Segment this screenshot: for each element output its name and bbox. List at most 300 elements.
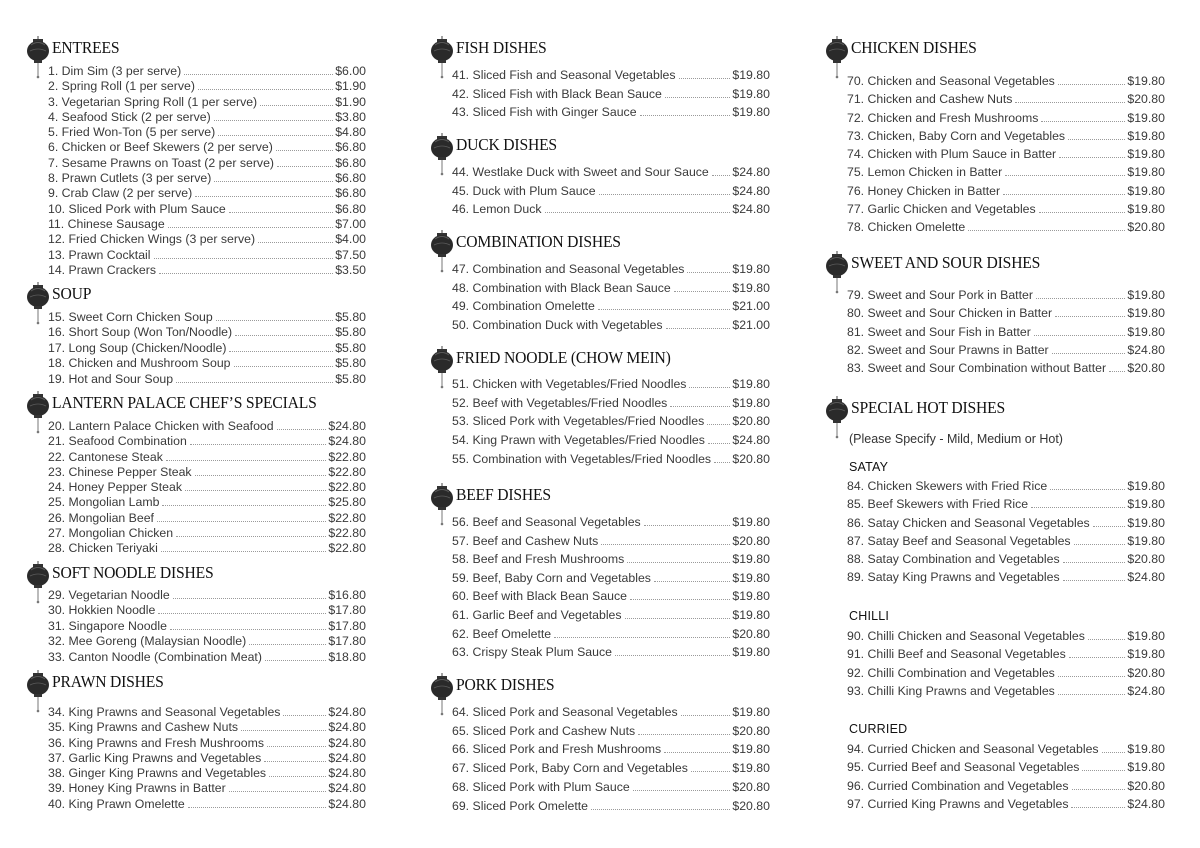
dot-leader xyxy=(234,366,334,367)
dot-leader xyxy=(185,490,326,491)
menu-item-name: 61. Garlic Beef and Vegetables xyxy=(452,607,622,622)
menu-item-price: $20.80 xyxy=(732,414,770,429)
section-title: DUCK DISHES xyxy=(456,135,557,154)
dot-leader xyxy=(708,443,730,444)
menu-item-name: 67. Sliced Pork, Baby Corn and Vegetables xyxy=(452,761,688,776)
item-list xyxy=(48,705,366,812)
menu-item xyxy=(48,465,366,480)
menu-item xyxy=(452,643,770,662)
menu-item-name: 82. Sweet and Sour Prawns in Batter xyxy=(847,342,1049,357)
dot-leader xyxy=(1058,676,1126,677)
section-title: PORK DISHES xyxy=(456,675,555,694)
dot-leader xyxy=(1102,752,1126,753)
menu-item xyxy=(48,650,366,665)
menu-item-name: 65. Sliced Pork and Cashew Nuts xyxy=(452,723,636,738)
dot-leader xyxy=(269,776,326,777)
menu-item xyxy=(48,705,366,720)
menu-item xyxy=(847,200,1165,218)
menu-item-price: $19.80 xyxy=(732,552,770,567)
menu-item xyxy=(48,202,366,217)
dot-leader xyxy=(195,475,327,476)
menu-item-name: 1. Dim Sim (3 per serve) xyxy=(48,64,182,78)
dot-leader xyxy=(264,761,326,762)
menu-item-price: $24.80 xyxy=(328,419,366,433)
menu-item-price: $20.80 xyxy=(1127,361,1165,376)
dot-leader xyxy=(1036,298,1125,299)
menu-item-name: 77. Garlic Chicken and Vegetables xyxy=(847,202,1036,217)
menu-item-name: 55. Combination with Vegetables/Fried Noodles xyxy=(452,451,712,466)
menu-item-price: $19.80 xyxy=(732,589,770,604)
dot-leader xyxy=(1052,353,1126,354)
dot-leader xyxy=(654,581,730,582)
menu-item-name: 46. Lemon Duck xyxy=(452,202,542,217)
menu-item-name: 50. Combination Duck with Vegetables xyxy=(452,317,663,332)
menu-item xyxy=(847,495,1165,513)
lantern-icon xyxy=(26,391,50,435)
dot-leader xyxy=(1058,84,1126,85)
menu-item-price: $24.80 xyxy=(1127,342,1165,357)
spice-level-note: (Please Specify - Mild, Medium or Hot) xyxy=(849,432,1063,446)
lantern-icon xyxy=(430,36,454,80)
dot-leader xyxy=(1005,175,1125,176)
dot-leader xyxy=(640,115,731,116)
lantern-icon xyxy=(430,230,454,274)
menu-item-price: $24.80 xyxy=(732,202,770,217)
menu-item xyxy=(48,341,366,356)
dot-leader xyxy=(265,660,326,661)
dot-leader xyxy=(1058,694,1126,695)
menu-item xyxy=(452,740,770,759)
menu-item xyxy=(452,778,770,797)
menu-item xyxy=(847,777,1165,795)
menu-item-price: $16.80 xyxy=(328,588,366,602)
lantern-icon xyxy=(26,36,50,80)
menu-item-name: 80. Sweet and Sour Chicken in Batter xyxy=(847,306,1053,321)
dot-leader xyxy=(162,505,326,506)
menu-item-price: $20.80 xyxy=(1127,92,1165,107)
menu-item xyxy=(847,72,1165,90)
menu-item-name: 31. Singapore Noodle xyxy=(48,618,167,633)
dot-leader xyxy=(691,771,731,772)
menu-item xyxy=(452,394,770,413)
dot-leader xyxy=(229,791,327,792)
menu-item xyxy=(48,325,366,340)
lantern-icon xyxy=(825,396,849,440)
menu-item-name: 78. Chicken Omelette xyxy=(847,220,966,235)
menu-item-price: $19.80 xyxy=(732,761,770,776)
dot-leader xyxy=(1071,807,1125,808)
menu-item xyxy=(847,795,1165,813)
item-list xyxy=(452,513,770,662)
menu-item xyxy=(452,722,770,741)
menu-item-price: $19.80 xyxy=(1127,629,1165,643)
menu-item-name: 8. Prawn Cutlets (3 per serve) xyxy=(48,171,212,186)
dot-leader xyxy=(166,460,327,461)
menu-item-name: 72. Chicken and Fresh Mushrooms xyxy=(847,110,1039,125)
dot-leader xyxy=(1041,121,1125,122)
menu-item-price: $22.80 xyxy=(328,480,366,495)
menu-item-name: 93. Chilli King Prawns and Vegetables xyxy=(847,683,1055,698)
item-list xyxy=(48,588,366,665)
menu-item-price: $19.80 xyxy=(1127,202,1165,217)
menu-item-name: 53. Sliced Pork with Vegetables/Fried Noodles xyxy=(452,414,705,429)
section-title: ENTREES xyxy=(52,38,120,57)
lantern-icon xyxy=(430,483,454,527)
item-list xyxy=(847,286,1165,377)
dot-leader xyxy=(258,242,333,243)
dot-leader xyxy=(184,74,333,75)
dot-leader xyxy=(1015,102,1125,103)
dot-leader xyxy=(1072,789,1126,790)
menu-item-name: 87. Satay Beef and Seasonal Vegetables xyxy=(847,533,1071,548)
menu-item-name: 16. Short Soup (Won Ton/Noodle) xyxy=(48,325,233,340)
menu-item xyxy=(847,758,1165,776)
menu-item-price: $7.00 xyxy=(335,216,366,231)
menu-item-name: 24. Honey Pepper Steak xyxy=(48,480,182,495)
dot-leader xyxy=(968,230,1125,231)
menu-item xyxy=(48,619,366,634)
menu-item-price: $21.00 xyxy=(732,299,770,314)
dot-leader xyxy=(229,212,334,213)
menu-item-name: 37. Garlic King Prawns and Vegetables xyxy=(48,750,262,765)
menu-item xyxy=(847,514,1165,532)
menu-item-name: 89. Satay King Prawns and Vegetables xyxy=(847,570,1060,585)
dot-leader xyxy=(630,599,730,600)
menu-item-price: $19.80 xyxy=(732,570,770,585)
dot-leader xyxy=(1069,657,1126,658)
menu-item-price: $1.90 xyxy=(335,79,366,94)
lantern-icon xyxy=(825,36,849,80)
dot-leader xyxy=(1068,139,1125,140)
dot-leader xyxy=(666,328,731,329)
menu-item-price: $24.80 xyxy=(328,434,366,449)
menu-item-price: $4.00 xyxy=(335,232,366,247)
menu-item-name: 90. Chilli Chicken and Seasonal Vegetables xyxy=(847,629,1085,643)
menu-item xyxy=(847,90,1165,108)
menu-item-name: 81. Sweet and Sour Fish in Batter xyxy=(847,324,1031,339)
dot-leader xyxy=(689,387,730,388)
dot-leader xyxy=(173,598,327,599)
menu-item-price: $19.80 xyxy=(1127,306,1165,321)
menu-item xyxy=(847,163,1165,181)
dot-leader xyxy=(644,525,731,526)
menu-item-price: $19.80 xyxy=(732,280,770,295)
menu-item-price: $17.80 xyxy=(328,634,366,649)
section-title: SPECIAL HOT DISHES xyxy=(851,398,1005,417)
menu-item-name: 25. Mongolian Lamb xyxy=(48,495,160,510)
item-list xyxy=(48,310,366,387)
item-list xyxy=(847,740,1165,813)
menu-item-name: 58. Beef and Fresh Mushrooms xyxy=(452,552,625,567)
item-list xyxy=(452,260,770,334)
dot-leader xyxy=(214,181,333,182)
menu-item xyxy=(452,375,770,394)
menu-item xyxy=(452,569,770,588)
menu-item-name: 42. Sliced Fish with Black Bean Sauce xyxy=(452,86,662,101)
menu-item-name: 43. Sliced Fish with Ginger Sauce xyxy=(452,105,637,120)
menu-item-price: $19.80 xyxy=(732,645,770,660)
menu-item xyxy=(847,627,1165,645)
menu-item-name: 40. King Prawn Omelette xyxy=(48,796,185,811)
menu-item-price: $19.80 xyxy=(1127,74,1165,88)
menu-item-name: 5. Fried Won-Ton (5 per serve) xyxy=(48,125,216,140)
menu-item-price: $24.80 xyxy=(328,735,366,750)
menu-item-price: $22.80 xyxy=(328,510,366,525)
dot-leader xyxy=(625,618,731,619)
menu-item-name: 68. Sliced Pork with Plum Sauce xyxy=(452,779,630,794)
menu-item xyxy=(48,419,366,434)
menu-item-name: 47. Combination and Seasonal Vegetables xyxy=(452,262,685,276)
dot-leader xyxy=(159,273,333,274)
dot-leader xyxy=(1063,562,1126,563)
menu-item xyxy=(48,634,366,649)
dot-leader xyxy=(601,544,730,545)
dot-leader xyxy=(1031,507,1125,508)
dot-leader xyxy=(615,655,730,656)
section-title: COMBINATION DISHES xyxy=(456,232,621,251)
menu-item xyxy=(452,200,770,219)
menu-item-price: $19.80 xyxy=(1127,147,1165,162)
menu-item-price: $19.80 xyxy=(732,68,770,82)
menu-item-name: 41. Sliced Fish and Seasonal Vegetables xyxy=(452,68,676,82)
menu-item-name: 13. Prawn Cocktail xyxy=(48,247,151,262)
item-list xyxy=(452,163,770,219)
menu-item-price: $3.80 xyxy=(335,109,366,124)
menu-item-name: 66. Sliced Pork and Fresh Mushrooms xyxy=(452,742,662,757)
menu-item xyxy=(48,588,366,603)
dot-leader xyxy=(714,462,730,463)
lantern-icon xyxy=(825,251,849,295)
menu-item-name: 7. Sesame Prawns on Toast (2 per serve) xyxy=(48,155,275,170)
menu-item-price: $19.80 xyxy=(1127,479,1165,493)
menu-item xyxy=(48,751,366,766)
dot-leader xyxy=(214,120,334,121)
menu-item-price: $19.80 xyxy=(732,607,770,622)
lantern-icon xyxy=(430,133,454,177)
dot-leader xyxy=(157,521,326,522)
dot-leader xyxy=(1088,639,1125,640)
menu-item-price: $19.80 xyxy=(732,86,770,101)
menu-item xyxy=(48,720,366,735)
menu-item xyxy=(48,495,366,510)
menu-item xyxy=(452,513,770,532)
menu-item xyxy=(48,356,366,371)
dot-leader xyxy=(277,429,327,430)
menu-item-name: 4. Seafood Stick (2 per serve) xyxy=(48,109,211,124)
menu-item-price: $4.80 xyxy=(335,125,366,140)
menu-item-name: 14. Prawn Crackers xyxy=(48,262,156,277)
item-list xyxy=(452,66,770,122)
menu-item xyxy=(48,64,366,79)
menu-item-price: $19.80 xyxy=(732,515,770,529)
menu-item-name: 2. Spring Roll (1 per serve) xyxy=(48,79,195,94)
menu-item xyxy=(48,736,366,751)
lantern-icon xyxy=(26,670,50,714)
menu-item xyxy=(48,186,366,201)
menu-item-price: $20.80 xyxy=(732,723,770,738)
menu-item-name: 28. Chicken Teriyaki xyxy=(48,541,158,556)
menu-item xyxy=(48,526,366,541)
lantern-icon xyxy=(430,346,454,390)
menu-item xyxy=(452,450,770,469)
menu-item xyxy=(847,218,1165,236)
menu-item-name: 36. King Prawns and Fresh Mushrooms xyxy=(48,735,264,750)
item-list xyxy=(847,627,1165,700)
menu-item-price: $24.80 xyxy=(732,183,770,198)
menu-item-price: $5.80 xyxy=(335,325,366,340)
menu-item-name: 19. Hot and Sour Soup xyxy=(48,371,174,386)
menu-item-name: 45. Duck with Plum Sauce xyxy=(452,183,596,198)
menu-item-price: $20.80 xyxy=(732,451,770,466)
menu-item-name: 85. Beef Skewers with Fried Rice xyxy=(847,497,1029,512)
menu-item-price: $24.80 xyxy=(328,750,366,765)
dot-leader xyxy=(158,613,326,614)
dot-leader xyxy=(1003,194,1125,195)
dot-leader xyxy=(1082,770,1125,771)
menu-item-name: 62. Beef Omelette xyxy=(452,626,552,641)
item-list xyxy=(452,375,770,469)
menu-item-name: 60. Beef with Black Bean Sauce xyxy=(452,589,627,604)
menu-item xyxy=(48,156,366,171)
menu-item xyxy=(452,182,770,201)
menu-item xyxy=(48,603,366,618)
menu-item-name: 11. Chinese Sausage xyxy=(48,216,165,231)
menu-item xyxy=(48,450,366,465)
dot-leader xyxy=(154,258,334,259)
menu-item-price: $6.80 xyxy=(335,186,366,201)
menu-item-price: $1.90 xyxy=(335,94,366,109)
section-title: BEEF DISHES xyxy=(456,485,551,504)
dot-leader xyxy=(638,734,730,735)
menu-item-price: $6.80 xyxy=(335,201,366,216)
menu-item xyxy=(847,341,1165,359)
menu-item-price: $22.80 xyxy=(328,449,366,464)
menu-item xyxy=(847,664,1165,682)
menu-item-name: 59. Beef, Baby Corn and Vegetables xyxy=(452,570,651,585)
menu-item xyxy=(48,110,366,125)
menu-item xyxy=(847,359,1165,377)
menu-item-price: $6.80 xyxy=(335,155,366,170)
menu-item xyxy=(452,85,770,104)
menu-item-name: 86. Satay Chicken and Seasonal Vegetables xyxy=(847,515,1090,530)
menu-item-price: $7.50 xyxy=(335,247,366,262)
item-list xyxy=(48,419,366,557)
dot-leader xyxy=(188,807,327,808)
menu-item-name: 3. Vegetarian Spring Roll (1 per serve) xyxy=(48,94,258,109)
section-title: FRIED NOODLE (CHOW MEIN) xyxy=(456,348,671,367)
subheading-curried: CURRIED xyxy=(849,722,908,736)
menu-item-name: 18. Chicken and Mushroom Soup xyxy=(48,356,231,371)
dot-leader xyxy=(283,715,326,716)
menu-item-price: $19.80 xyxy=(1127,165,1165,180)
menu-item-name: 70. Chicken and Seasonal Vegetables xyxy=(847,74,1055,88)
menu-item-price: $19.80 xyxy=(732,742,770,757)
dot-leader xyxy=(674,291,731,292)
menu-item-price: $6.80 xyxy=(335,171,366,186)
menu-item xyxy=(452,412,770,431)
menu-item xyxy=(48,263,366,278)
dot-leader xyxy=(276,150,333,151)
menu-item-name: 38. Ginger King Prawns and Vegetables xyxy=(48,766,267,781)
menu-item-price: $20.80 xyxy=(1127,778,1165,793)
dot-leader xyxy=(249,644,326,645)
menu-item-price: $24.80 xyxy=(328,766,366,781)
subheading-satay: SATAY xyxy=(849,460,889,474)
dot-leader xyxy=(218,135,333,136)
menu-item-name: 76. Honey Chicken in Batter xyxy=(847,183,1001,198)
menu-item xyxy=(452,703,770,722)
menu-item xyxy=(452,279,770,298)
menu-item-name: 48. Combination with Black Bean Sauce xyxy=(452,280,671,295)
menu-item-price: $19.80 xyxy=(1127,183,1165,198)
dot-leader xyxy=(681,715,731,716)
dot-leader xyxy=(260,105,333,106)
menu-item-price: $17.80 xyxy=(328,618,366,633)
menu-item-name: 97. Curried King Prawns and Vegetables xyxy=(847,796,1069,811)
dot-leader xyxy=(170,629,326,630)
menu-item xyxy=(452,66,770,85)
menu-item xyxy=(48,766,366,781)
dot-leader xyxy=(168,227,334,228)
dot-leader xyxy=(712,175,731,176)
menu-item-name: 54. King Prawn with Vegetables/Fried Noodles xyxy=(452,433,705,448)
menu-item-price: $3.50 xyxy=(335,262,366,277)
menu-item xyxy=(847,286,1165,304)
menu-item-price: $24.80 xyxy=(328,781,366,796)
menu-item-price: $19.80 xyxy=(1127,128,1165,143)
menu-item-price: $17.80 xyxy=(328,603,366,618)
dot-leader xyxy=(161,551,327,552)
subheading-chilli: CHILLI xyxy=(849,609,890,623)
menu-item-price: $19.80 xyxy=(1127,110,1165,125)
menu-item-price: $6.00 xyxy=(335,64,366,78)
menu-item xyxy=(847,182,1165,200)
menu-item-name: 15. Sweet Corn Chicken Soup xyxy=(48,310,213,324)
menu-item xyxy=(847,532,1165,550)
menu-item-price: $20.80 xyxy=(732,798,770,813)
menu-item-price: $25.80 xyxy=(328,495,366,510)
dot-leader xyxy=(1074,544,1126,545)
menu-item-name: 32. Mee Goreng (Malaysian Noodle) xyxy=(48,634,247,649)
menu-item xyxy=(48,140,366,155)
menu-item-price: $24.80 xyxy=(328,705,366,719)
dot-leader xyxy=(267,746,326,747)
menu-item-name: 95. Curried Beef and Seasonal Vegetables xyxy=(847,760,1080,775)
dot-leader xyxy=(229,351,333,352)
menu-item xyxy=(847,550,1165,568)
menu-item-price: $19.80 xyxy=(1127,288,1165,302)
item-list xyxy=(847,477,1165,587)
menu-item-name: 71. Chicken and Cashew Nuts xyxy=(847,92,1013,107)
menu-item-price: $24.80 xyxy=(1127,683,1165,698)
dot-leader xyxy=(216,320,333,321)
menu-item xyxy=(48,248,366,263)
menu-item-price: $19.80 xyxy=(1127,647,1165,662)
menu-item-price: $24.80 xyxy=(1127,796,1165,811)
menu-item-name: 91. Chilli Beef and Seasonal Vegetables xyxy=(847,647,1066,662)
menu-item-name: 73. Chicken, Baby Corn and Vegetables xyxy=(847,128,1066,143)
dot-leader xyxy=(687,272,730,273)
menu-item xyxy=(48,781,366,796)
menu-item xyxy=(847,304,1165,322)
menu-item-price: $24.80 xyxy=(328,720,366,735)
menu-item-name: 44. Westlake Duck with Sweet and Sour Sauce xyxy=(452,165,709,179)
menu-item-price: $6.80 xyxy=(335,140,366,155)
menu-item-price: $20.80 xyxy=(1127,220,1165,235)
menu-item-price: $22.80 xyxy=(328,464,366,479)
menu-item-name: 75. Lemon Chicken in Batter xyxy=(847,165,1003,180)
menu-item-price: $19.80 xyxy=(1127,515,1165,530)
